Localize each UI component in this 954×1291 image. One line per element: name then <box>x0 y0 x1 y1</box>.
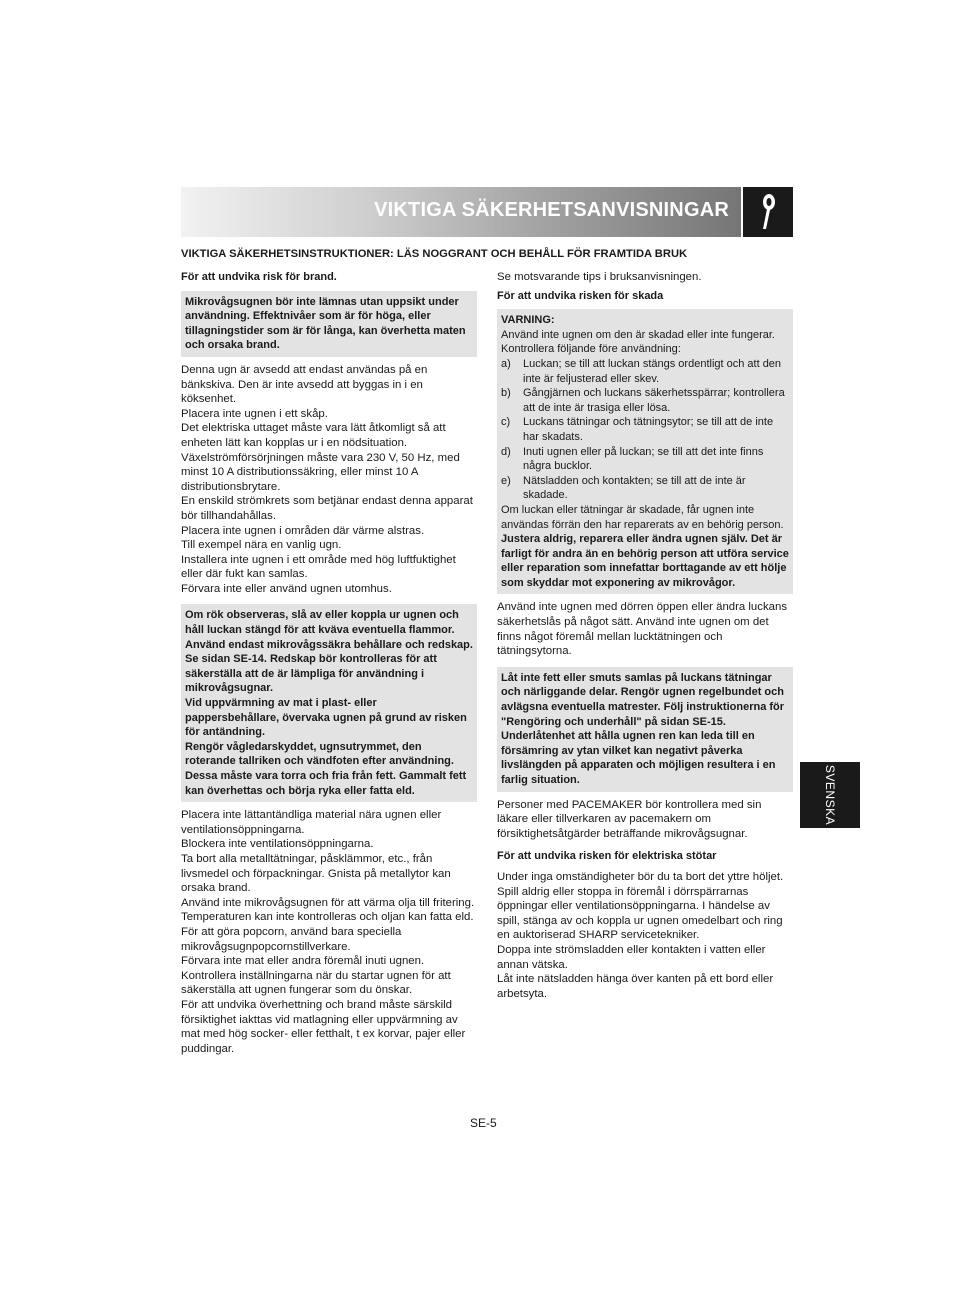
box-text: Rengör vågledarskyddet, ugnsutrymmet, den roterande tallriken och vändfoten efter användning. Dessa måste vara torra och fria från fett. Gammalt fett kan överhettas och börja ryka eller fatta eld. <box>185 740 467 797</box>
list-item: d) Inuti ugnen eller på luckan; se till att det inte finns några bucklor. <box>501 445 764 473</box>
paragraph: Under inga omständigheter bör du ta bort det yttre höljet. <box>497 870 784 883</box>
paragraph: En enskild strömkrets som betjänar endast denna apparat bör tillhandahållas. <box>181 495 473 522</box>
list-item: a) Luckan; se till att luckan stängs ordentligt och att den inte är feljusterad eller skev. <box>501 357 782 385</box>
intro-text: Se motsvarande tips i bruksanvisningen. <box>497 271 702 283</box>
paragraph: Låt inte nätsladden hänga över kanten på ett bord eller arbetsyta. <box>497 973 774 1000</box>
list-item: c) Luckans tätningar och tätningsytor; se till att de inte har skadats. <box>501 416 774 443</box>
paragraph: Det elektriska uttaget måste vara lätt åtkomligt så att enheten lätt kan kopplas ur i en nödsituation. <box>181 422 446 449</box>
paragraph: Doppa inte strömsladden eller kontakten i vatten eller annan vätska. <box>497 943 766 971</box>
section-heading-fire: För att undvika risk för brand. <box>181 271 337 283</box>
highlight-box <box>181 291 477 357</box>
paragraph: Till exempel nära en vanlig ugn. <box>181 539 342 552</box>
right-column <box>497 270 793 1001</box>
warning-box <box>497 309 793 594</box>
highlight-box <box>497 667 793 792</box>
box-text: Mikrovågsugnen bör inte lämnas utan uppsikt under användning. Effektnivåer som är för höga, eller tillagningstider som är för långa, kan överhetta maten och orsaka brand. <box>185 295 466 352</box>
paragraph: Använd inte mikrovågsugnen för att värma olja till fritering. Temperaturen kan inte kontrolleras och oljan kan fatta eld. <box>181 896 475 924</box>
paragraph: Placera inte ugnen i områden där värme alstras. <box>181 524 425 537</box>
box-text: Se sidan SE-14. Redskap bör kontrolleras för att säkerställa att de är lämpliga för användning i mikrovågsugnar. <box>185 653 437 695</box>
paragraph: Personer med PACEMAKER bör kontrollera med sin läkare eller tillverkaren av pacemakern om försiktighetsåtgärder beträffande mikrovågsugnar. <box>497 798 762 840</box>
paragraph: För att undvika överhettning och brand måste särskild försiktighet iakttas vid matlagning eller uppvärmning av mat med hög socker- eller fetthalt, t ex korvar, pajer eller puddingar. <box>181 998 466 1055</box>
page-number: SE-5 <box>470 1116 497 1130</box>
box-text: Låt inte fett eller smuts samlas på luckans tätningar och närliggande delar. Rengör ugnen regelbundet och avlägsna eventuella matrester. Följ instruktionerna för "Rengöring och underhåll" på sidan SE-15. Underlåtenhet att hålla ugnen ren kan leda till en försämring av ytan vilket kan negativt påverka livslängden på apparaten och möjligen resultera i en farlig situation. <box>501 671 785 786</box>
paragraph: Förvara inte eller använd ugnen utomhus. <box>181 582 392 595</box>
list-item: b) Gångjärnen och luckans säkerhetsspärrar; kontrollera att de inte är trasiga eller lösa. <box>501 387 785 414</box>
warning-bold: Justera aldrig, reparera eller ändra ugnen själv. Det är farligt för andra än en behörig person att utföra service eller reparation som innefattar borttagande av ett hölje som skyddar mot exponering av mikrovågor. <box>501 533 789 589</box>
paragraph: Ta bort alla metalltätningar, påsklämmor, etc., från livsmedel och förpackningar. Gnista på metallytor kan orsaka brand. <box>181 852 451 895</box>
paragraph: Spill aldrig eller stoppa in föremål i dörrspärrarnas öppningar eller ventilationsöppningarna. I händelse av spill, stänga av och koppla ur ugnen omedelbart och ring en auktoriserad SHARP servicetekniker. <box>497 885 783 942</box>
spoon-hand-icon <box>754 193 780 231</box>
highlight-box <box>181 604 477 802</box>
warning-title: VARNING: <box>501 314 555 327</box>
section-heading-shock: För att undvika risken för elektriska stötar <box>497 850 717 863</box>
headline: VIKTIGA SÄKERHETSINSTRUKTIONER: LÄS NOGGRANT OCH BEHÅLL FÖR FRAMTIDA BRUK <box>181 248 688 260</box>
warning-after: Om luckan eller tätningar är skadade, får ugnen inte användas förrän den har reparerats av en behörig person. <box>501 503 784 531</box>
paragraph: För att göra popcorn, använd bara speciella mikrovågsugnpopcornstillverkare. <box>181 925 402 953</box>
warning-intro: Använd inte ugnen om den är skadad eller inte fungerar. Kontrollera följande före användning: <box>501 328 775 356</box>
page-title: VIKTIGA SÄKERHETSANVISNINGAR <box>374 199 729 221</box>
language-label: SVENSKA <box>823 764 837 826</box>
box-text: Använd endast mikrovågssäkra behållare och redskap. <box>185 638 473 651</box>
check-list <box>501 357 789 503</box>
list-item: e) Nätsladden och kontakten; se till att de inte är skadade. <box>501 474 746 502</box>
paragraph: Använd inte ugnen med dörren öppen eller ändra luckans säkerhetslås på något sätt. Använd inte ugnen om det finns något föremål mellan lucktätningen och tätningsytorna. <box>497 601 788 658</box>
section-heading-injury: För att undvika risken för skada <box>497 289 664 302</box>
paragraph: Placera inte lättantändliga material nära ugnen eller ventilationsöppningarna. <box>181 809 442 836</box>
paragraph: Placera inte ugnen i ett skåp. <box>181 407 328 420</box>
title-banner <box>181 187 793 237</box>
box-text: Vid uppvärmning av mat i plast- eller pappersbehållare, övervaka ugnen på grund av risken för antändning. <box>185 697 467 739</box>
left-column <box>181 270 477 1056</box>
paragraph: Kontrollera inställningarna när du startar ugnen för att säkerställa att ugnen fungerar som du önskar. <box>181 969 451 997</box>
paragraph: Växelströmförsörjningen måste vara 230 V, 50 Hz, med minst 10 A distributionssäkring, eller minst 10 A distributionsbrytare. <box>181 451 460 493</box>
paragraph: Förvara inte mat eller andra föremål inuti ugnen. <box>181 955 425 968</box>
banner-icon-box <box>741 187 793 237</box>
language-tab <box>800 762 860 828</box>
paragraph: Denna ugn är avsedd att endast användas på en bänkskiva. Den är inte avsedd att byggas in i en köksenhet. <box>181 363 428 406</box>
paragraph: Blockera inte ventilationsöppningarna. <box>181 838 374 851</box>
box-text: Om rök observeras, slå av eller koppla ur ugnen och håll luckan stängd för att kväva eventuella flammor. <box>185 609 459 637</box>
paragraph: Installera inte ugnen i ett område med hög luftfuktighet eller där fukt kan samlas. <box>181 553 456 581</box>
